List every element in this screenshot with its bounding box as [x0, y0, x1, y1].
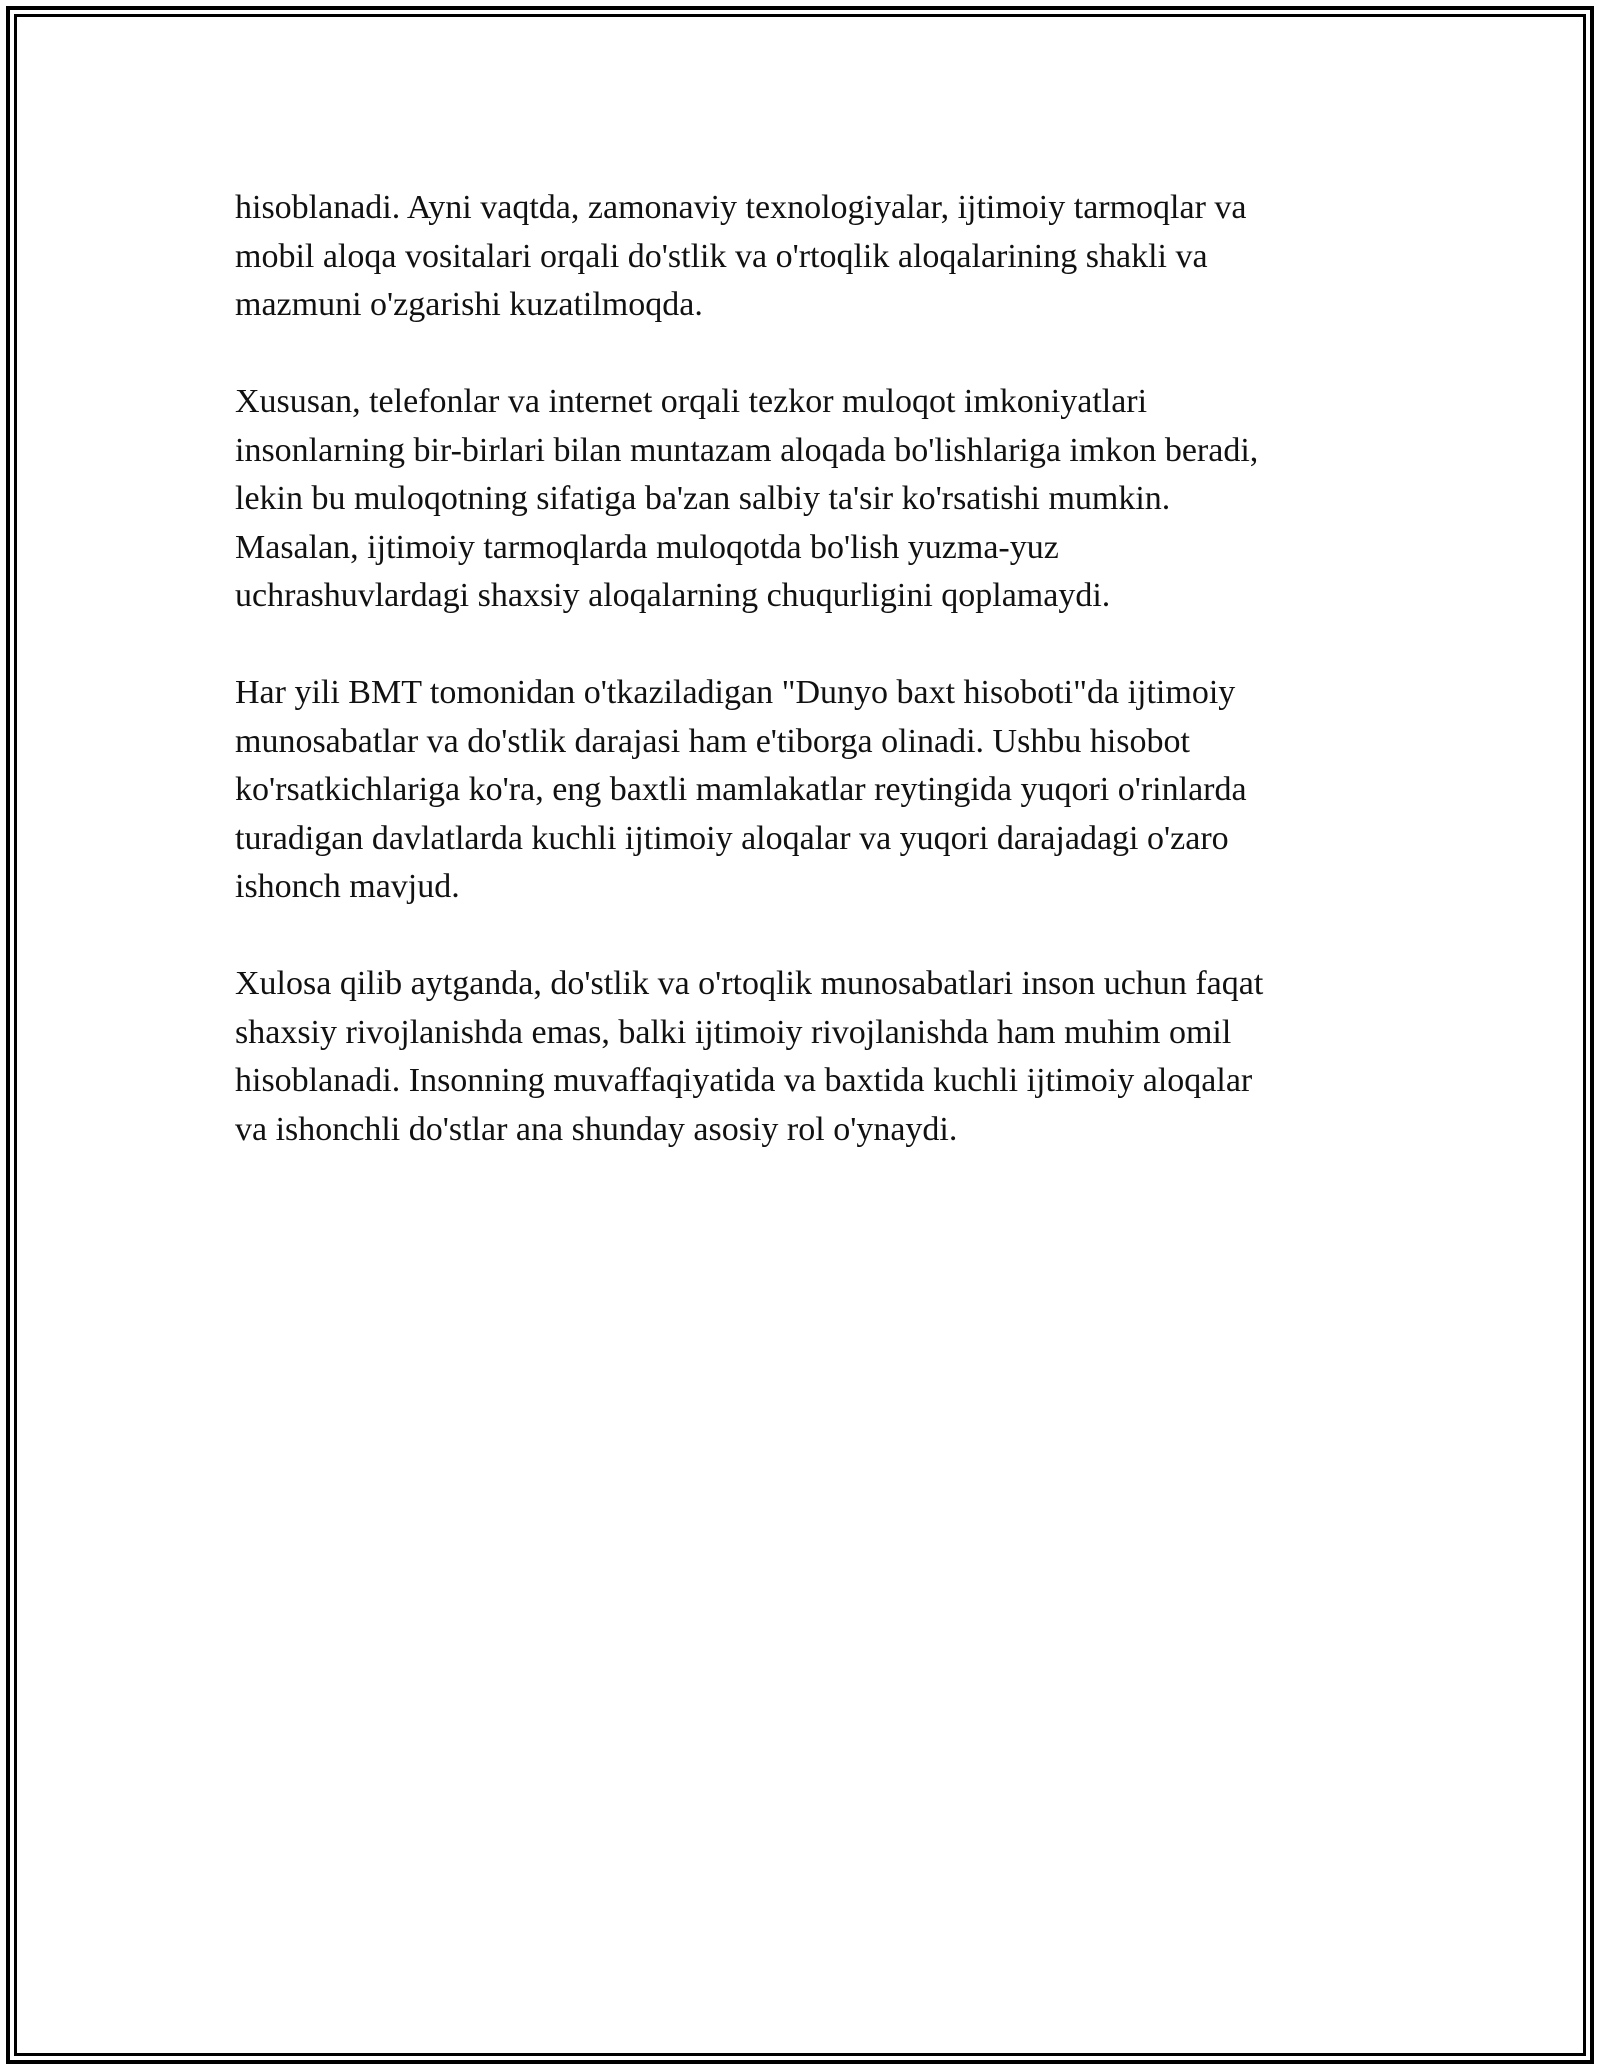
document-body	[235, 184, 1365, 1203]
paragraph-3: Har yili BMT tomonidan o'tkaziladigan "Dunyo baxt hisoboti"da ijtimoiy munosabatlar va do'stlik darajasi ham e'tiborga olinadi. Ushbu hisobot ko'rsatkichlariga ko'ra, eng baxtli mamlakatlar reytingida yuqori o'rinlarda turadigan davlatlarda kuchli ijtimoiy aloqalar va yuqori darajadagi o'zaro ishonch mavjud.	[235, 674, 1247, 905]
paragraph-4: Xulosa qilib aytganda, do'stlik va o'rtoqlik munosabatlari inson uchun faqat shaxsiy rivojlanishda emas, balki ijtimoiy rivojlanishda ham muhim omil hisoblanadi. Insonning muvaffaqiyatida va baxtida kuchli ijtimoiy aloqalar va ishonchli do'stlar ana shunday asosiy rol o'ynaydi.	[235, 965, 1264, 1148]
paragraph-1: hisoblanadi. Ayni vaqtda, zamonaviy texnologiyalar, ijtimoiy tarmoqlar va mobil aloqa vositalari orqali do'stlik va o'rtoqlik aloqalarining shakli va mazmuni o'zgarishi kuzatilmoqda.	[235, 189, 1247, 323]
paragraph-2: Xususan, telefonlar va internet orqali tezkor muloqot imkoniyatlari insonlarning bir-birlari bilan muntazam aloqada bo'lishlariga imkon beradi, lekin bu muloqotning sifatiga ba'zan salbiy ta'sir ko'rsatishi mumkin. Masalan, ijtimoiy tarmoqlarda muloqotda bo'lish yuzma-yuz uchrashuvlardagi shaxsiy aloqalarning chuqurligini qoplamaydi.	[235, 383, 1259, 614]
